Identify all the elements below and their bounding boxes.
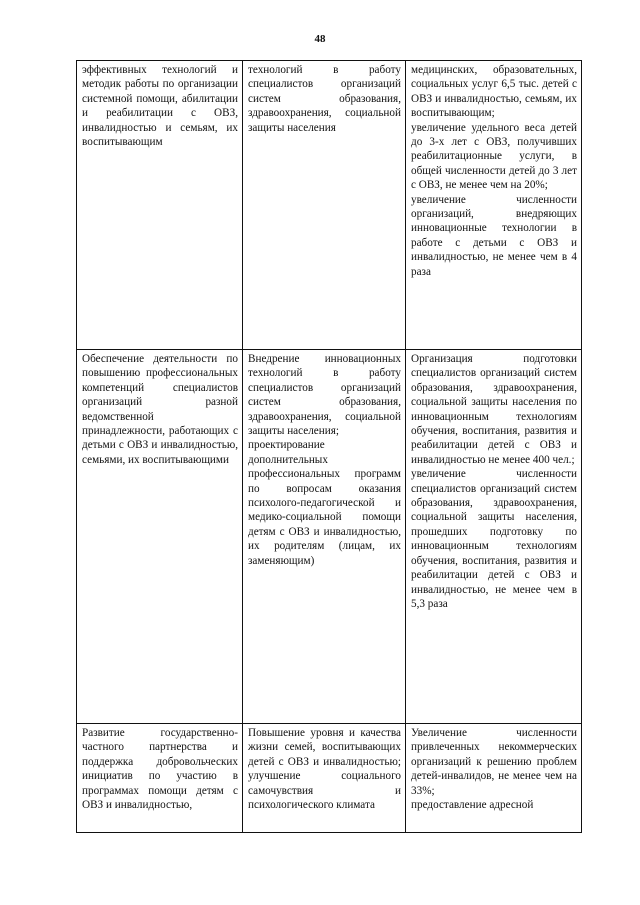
cell-paragraph: предоставление адресной — [411, 799, 534, 812]
table-row — [77, 61, 582, 350]
table-cell — [406, 350, 582, 724]
measures-table — [76, 60, 582, 833]
cell-text: Повышение уровня и качества жизни семей, воспитывающих детей с ОВЗ и инвалидностью; улучшение социального самочувствия и психологического климата — [248, 727, 401, 812]
table-cell — [406, 724, 582, 833]
table-cell — [406, 61, 582, 350]
cell-paragraph: увеличение удельного веса детей до 3-х лет с ОВЗ, получивших реабилитационные услуги, в общей численности детей до 3 лет с ОВЗ, не менее чем на 20%; — [411, 121, 577, 192]
cell-paragraph: проектирование дополнительных профессиональных программ по вопросам оказания психолого-педагогической и медико-социальной помощи детям с ОВЗ и инвалидностью, их родителям (лицам, их заменяющим) — [248, 439, 401, 567]
cell-paragraph: Организация подготовки специалистов организаций систем образования, здравоохранения, социальной защиты населения по инновационным технологиям обучения, воспитания, развития и реабилитации детей с ОВЗ и инвалидностью не менее 400 чел.; — [411, 353, 577, 466]
table-row — [77, 350, 582, 724]
table-row — [77, 724, 582, 833]
cell-paragraph: медицинских, образовательных, социальных услуг 6,5 тыс. детей с ОВЗ и инвалидностью, семьям, их воспитывающим; — [411, 64, 577, 120]
cell-paragraph: увеличение численности специалистов организаций систем образования, здравоохранения, социальной защиты населения, прошедших подготовку по инновационным технологиям обучения, воспитания, развития и реабилитации детей с ОВЗ и инвалидностью, не менее чем в 5,3 раза — [411, 468, 577, 610]
table-cell — [77, 61, 243, 350]
cell-text: Обеспечение деятельности по повышению профессиональных компетенций специалистов организаций разной ведомственной принадлежности, работающих с детьми с ОВЗ и инвалидностью, семьями, их воспитывающими — [82, 353, 238, 466]
table-cell — [243, 61, 406, 350]
table-cell — [77, 724, 243, 833]
cell-paragraph: увеличение численности организаций, внедряющих инновационные технологии в работе с детьми с ОВЗ и инвалидностью, не менее чем в 4 раза — [411, 193, 577, 278]
cell-text: технологий в работу специалистов организаций систем образования, здравоохранения, социальной защиты населения — [248, 64, 401, 134]
table-cell — [243, 724, 406, 833]
table-cell — [243, 350, 406, 724]
table-cell — [77, 350, 243, 724]
cell-text: Развитие государственно-частного партнерства и поддержка добровольческих инициатив по участию в программах помощи детям с ОВЗ и инвалидностью, — [82, 727, 238, 812]
cell-text: эффективных технологий и методик работы по организации системной помощи, абилитации и реабилитации с ОВЗ, инвалидностью и семьям, их воспитывающим — [82, 64, 238, 149]
cell-paragraph: Внедрение инновационных технологий в работу специалистов организаций систем образования, здравоохранения, социальной защиты населения; — [248, 353, 401, 438]
cell-paragraph: Увеличение численности привлеченных некоммерческих организаций к решению проблем детей-инвалидов, не менее чем на 33%; — [411, 727, 577, 797]
page-number: 48 — [314, 33, 326, 45]
